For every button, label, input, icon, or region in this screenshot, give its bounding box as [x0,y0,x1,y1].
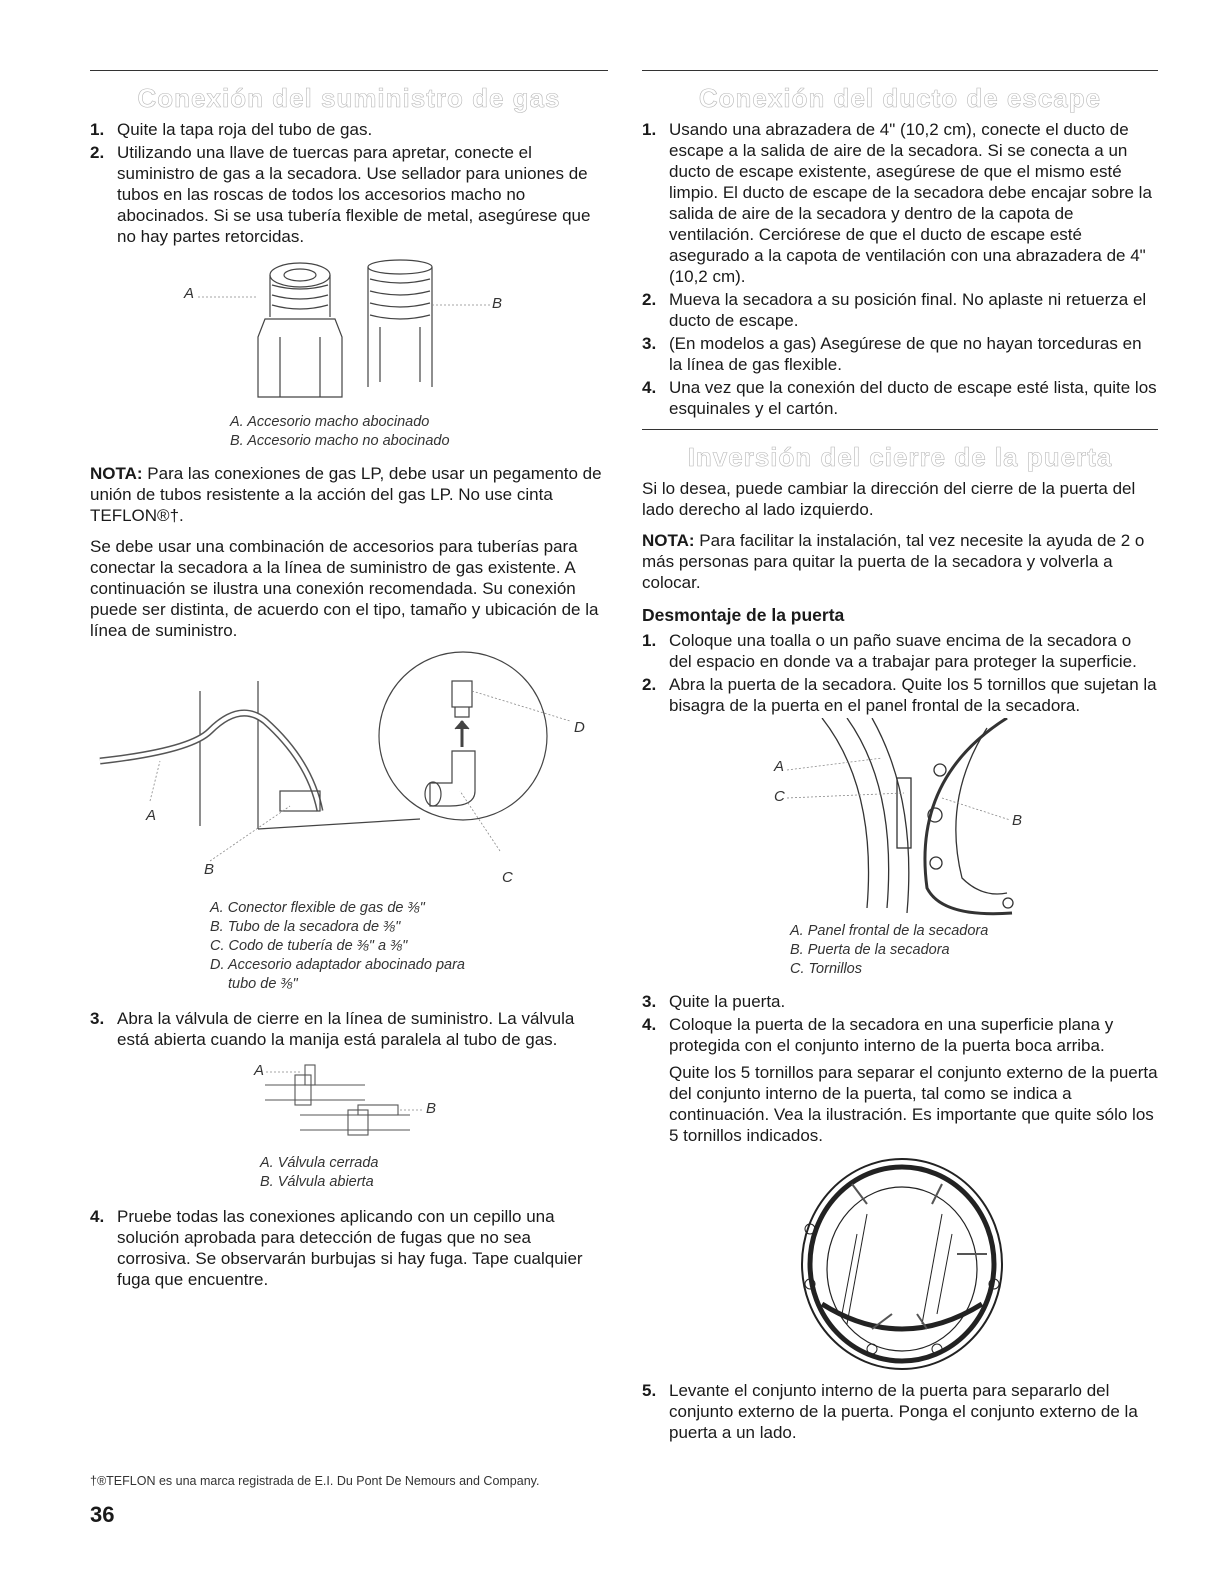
step-text: Quite la tapa roja del tubo de gas. [117,120,373,139]
list-item [642,119,1158,287]
step-number: 1. [642,120,657,139]
left-column [90,70,608,1292]
step-number: 4. [642,378,657,397]
step-number: 5. [642,1381,657,1400]
section-divider [642,429,1158,430]
caption-line: tubo de ⅜" [228,976,298,992]
note-paragraph [642,530,1158,593]
section-title-exhaust: Conexión del ducto de escape [698,83,1102,113]
note-paragraph [90,463,608,526]
step-text: Mueva la secadora a su posición final. No aplaste ni retuerza el ducto de escape. [669,290,1147,330]
right-column [642,70,1158,1445]
step-text: Coloque la puerta de la secadora en una superficie plana y protegida con el conjunto interno de la puerta boca arriba. [669,1015,1114,1055]
list-item [642,377,1158,419]
step-number: 4. [90,1207,105,1226]
step-number: 1. [90,120,105,139]
callout-label: D [574,719,585,736]
footnote: †®TEFLON es una marca registrada de E.I. Du Pont De Nemours and Company. [90,1474,540,1488]
list-item [642,333,1158,375]
section-divider [642,70,1158,71]
gas-connection-caption [210,899,608,994]
callout-label: C [502,869,513,886]
list-item [90,119,608,140]
gas-connection-drawing [90,651,608,891]
caption-line: A. Accesorio macho abocinado [230,414,430,430]
step-number: 3. [642,334,657,353]
step-text: Pruebe todas las conexiones aplicando con un cepillo una solución aprobada para detección de fugas que no sea corrosiva. Se observarán burbujas si hay fuga. Tape cualquier fuga que encuentre. [117,1207,583,1289]
callout-label: A [146,807,157,824]
door-hinge-illustration [642,718,1158,918]
list-item [90,1206,608,1290]
step-text: Levante el conjunto interno de la puerta para separarlo del conjunto externo de la puerta. Ponga el conjunto externo de la puerta a un lado. [669,1381,1138,1442]
step-text: Abra la puerta de la secadora. Quite los 5 tornillos que sujetan la bisagra de la puerta en el panel frontal de la secadora. [669,675,1157,715]
list-item [642,991,1158,1012]
door-assembly-drawing [642,1154,1158,1374]
list-item [90,142,608,247]
callout-label: A [184,285,195,302]
caption-line: A. Conector flexible de gas de ⅜" [210,900,425,916]
note-text: Para las conexiones de gas LP, debe usar un pegamento de unión de tubos resistente a la acción del gas LP. No use cinta TEFLON®†. [90,464,602,525]
callout-label: B [204,861,215,878]
exhaust-steps-list [642,119,1158,419]
body-paragraph: Si lo desea, puede cambiar la dirección del cierre de la puerta del lado derecho al lado izquierdo. [642,479,1136,519]
caption-line: C. Tornillos [790,961,862,977]
fittings-illustration [90,257,608,407]
valve-caption [260,1154,608,1192]
body-paragraph: Se debe usar una combinación de accesorios para tuberías para conectar la secadora a la línea de suministro de gas existente. A continuación se ilustra una conexión recomendada. Su conexión puede ser distinta, de acuerdo con el tipo, tamaño y ubicación de la línea de suministro. [90,537,599,640]
list-item [642,674,1158,716]
valve-drawing [90,1060,608,1150]
caption-line: D. Accesorio adaptador abocinado para [210,957,465,973]
list-item [90,1008,608,1050]
gas-steps-list [90,119,608,247]
step-text: Abra la válvula de cierre en la línea de suministro. La válvula está abierta cuando la manija está paralela al tubo de gas. [117,1009,575,1049]
step-text: (En modelos a gas) Asegúrese de que no hayan torceduras en la línea de gas flexible. [669,334,1142,374]
caption-line: A. Panel frontal de la secadora [790,923,989,939]
callout-label: B [426,1100,437,1117]
section-title-gas: Conexión del suministro de gas [137,83,561,113]
step-text: Quite la puerta. [669,992,786,1011]
caption-line: B. Tubo de la secadora de ⅜" [210,919,401,935]
caption-line: B. Puerta de la secadora [790,942,950,958]
door-assembly-illustration [642,1154,1158,1374]
step-text: Quite los 5 tornillos para separar el conjunto externo de la puerta del conjunto interno de la puerta, tal como se indica a continuación. Vea la ilustración. Es importante que quite sólo los 5 tornillos indicados. [669,1063,1158,1145]
note-text: Para facilitar la instalación, tal vez necesite la ayuda de 2 o más personas para quitar la puerta de la secadora y volverla a colocar. [642,531,1145,592]
door-hinge-caption [790,922,1158,979]
step-text: Una vez que la conexión del ducto de escape esté lista, quite los esquinales y el cartón. [669,378,1157,418]
caption-line: A. Válvula cerrada [260,1155,379,1171]
valve-illustration [90,1060,608,1150]
callout-label: A [254,1062,265,1079]
list-item [642,1380,1158,1443]
fittings-drawing [90,257,608,407]
step-number: 4. [642,1015,657,1034]
step-text: Utilizando una llave de tuercas para apretar, conecte el suministro de gas a la secadora. Use sellador para uniones de tubos en las roscas de todos los accesorios macho no abocinados. Si se usa tubería flexible de metal, asegúrese que no hay partes retorcidas. [117,143,591,246]
subheading: Desmontaje de la puerta [642,605,845,625]
step-number: 2. [90,143,105,162]
note-label: NOTA: [642,531,695,550]
callout-label: C [774,788,785,805]
list-item [642,1014,1158,1146]
section-title-door: Inversión del cierre de la puerta [687,442,1113,472]
step-number: 1. [642,631,657,650]
callout-label: A [774,758,785,775]
note-label: NOTA: [90,464,143,483]
gas-connection-illustration [90,651,608,891]
step-text: Coloque una toalla o un paño suave encima de la secadora o del espacio en donde va a trabajar para proteger la superficie. [669,631,1137,671]
door-hinge-drawing [642,718,1158,918]
list-item [642,630,1158,672]
fittings-caption [230,413,608,451]
list-item [642,289,1158,331]
caption-line: C. Codo de tubería de ⅜" a ⅜" [210,938,408,954]
page-number: 36 [90,1502,115,1527]
caption-line: B. Válvula abierta [260,1174,374,1190]
step-text: Usando una abrazadera de 4" (10,2 cm), conecte el ducto de escape a la salida de aire de la secadora. Si se conecta a un ducto de escape existente, asegúrese de que el mismo esté limpio. El ducto de escape de la secadora debe encajar sobre la salida de aire de la secadora y dentro de la capota de ventilación. Cerciórese de que el ducto de escape esté asegurado a la capota de ventilación con una abrazadera de 4" (10,2 cm). [669,120,1152,286]
step-number: 3. [642,992,657,1011]
step-number: 2. [642,290,657,309]
section-divider [90,70,608,71]
callout-label: B [492,295,503,312]
step-number: 3. [90,1009,105,1028]
callout-label: B [1012,812,1023,829]
caption-line: B. Accesorio macho no abocinado [230,433,450,449]
step-number: 2. [642,675,657,694]
